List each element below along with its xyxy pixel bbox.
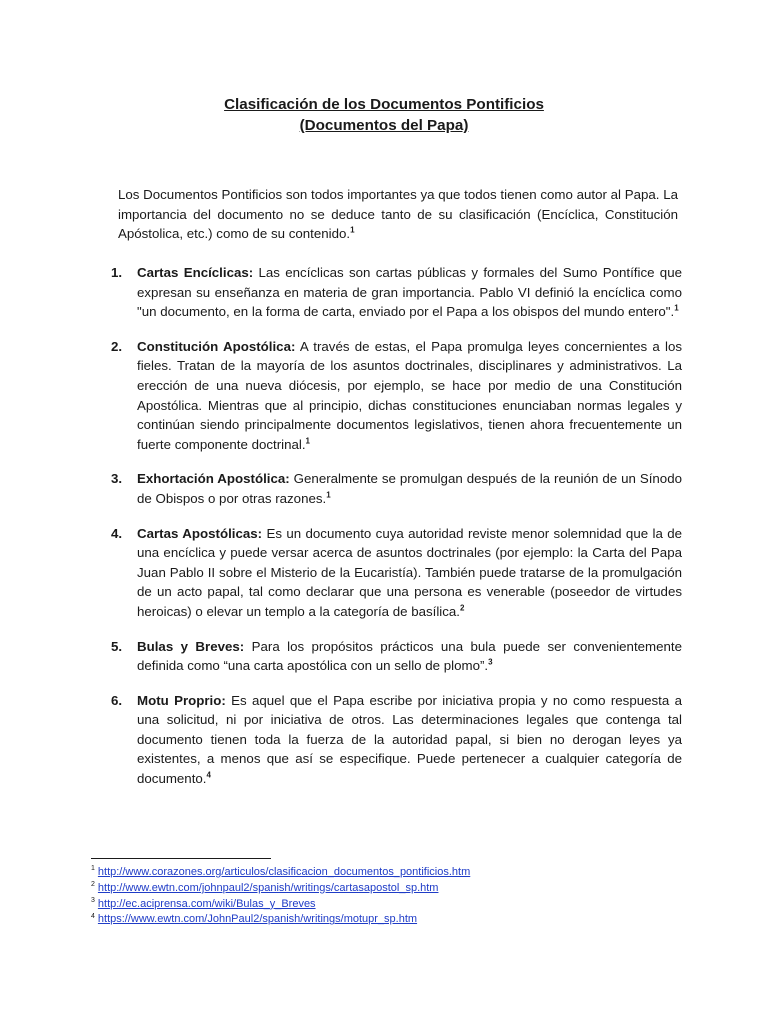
list-item (108, 524, 682, 622)
list-item (108, 337, 682, 455)
footnote-ref: 1 (305, 436, 310, 446)
footnote-ref: 2 (460, 603, 465, 613)
item-term: Cartas Encíclicas: (137, 265, 254, 280)
footnote-mark: 3 (91, 896, 95, 904)
footnote-ref: 1 (326, 490, 331, 500)
footnote (91, 865, 691, 881)
footnote-mark: 1 (91, 865, 95, 873)
item-number: 3. (111, 471, 123, 487)
footnote-link[interactable]: https://www.ewtn.com/JohnPaul2/spanish/writings/motupr_sp.htm (97, 913, 418, 926)
intro-text: Los Documentos Pontificios son todos importantes ya que todos tienen como autor al Papa. La importancia del documento no se deduce tanto de su clasificación (Encíclica, Constitución Apóstolica, etc.) como de su contenido. (118, 187, 678, 242)
list-item (108, 469, 682, 508)
footnote (91, 897, 691, 913)
item-text: Es un documento cuya autoridad reviste menor solemnidad que la de una encíclica y puede versar acerca de asuntos doctrinales (por ejemplo: la Carta del Papa Juan Pablo II sobre el Misterio de la Eucaristía). También puede tratarse de la promulgación de un acto papal, tal como declarar que una persona es venerable (poseedor de virtudes heroicas) o elevar un templo a la categoría de basílica. (137, 525, 683, 619)
item-text: Para los propósitos prácticos una bula puede ser convenientemente definida como “una carta apostólica con un sello de plomo”. (137, 638, 683, 674)
item-term: Constitución Apostólica: (137, 338, 296, 354)
footnote-ref: 1 (674, 303, 679, 313)
footnote-link[interactable]: http://ec.aciprensa.com/wiki/Bulas_y_Breves (97, 897, 316, 910)
item-term: Motu Proprio: (137, 692, 226, 708)
intro-paragraph (118, 185, 678, 244)
classification-list (108, 263, 682, 804)
page-title: Clasificación de los Documentos Pontificios (224, 96, 544, 113)
footnote-link[interactable]: http://www.corazones.org/articulos/clasificacion_documentos_pontificios.htm (97, 866, 471, 878)
footnotes (91, 865, 691, 928)
list-item (108, 637, 682, 676)
footnote-ref: 1 (350, 226, 355, 236)
list-item (108, 263, 682, 322)
item-term: Cartas Apostólicas: (137, 525, 263, 541)
item-number: 5. (111, 638, 123, 654)
footnote-link[interactable]: http://www.ewtn.com/johnpaul2/spanish/writings/cartasapostol_sp.htm (97, 881, 439, 894)
page-subtitle: (Documentos del Papa) (299, 117, 469, 134)
item-term: Bulas y Breves: (137, 638, 245, 654)
item-text: Las encíclicas son cartas públicas y formales del Sumo Pontífice que expresan su enseñanza en materia de gran importancia. Pablo VI definió la encíclica como "un documento, en la forma de carta, enviado por el Papa a los obispos del mundo entero". (137, 265, 682, 320)
footnote (91, 881, 691, 897)
item-number: 2. (111, 338, 123, 354)
item-text: Generalmente se promulgan después de la reunión de un Sínodo de Obispos o por otras razones. (137, 471, 682, 506)
item-number: 4. (111, 525, 123, 541)
footnote-mark: 4 (91, 912, 95, 920)
item-term: Exhortación Apostólica: (137, 471, 290, 487)
list-item (108, 691, 682, 789)
item-number: 6. (111, 692, 123, 708)
footnote-ref: 3 (488, 657, 493, 667)
footnote-separator (91, 858, 271, 859)
item-text: Es aquel que el Papa escribe por iniciativa propia y no como respuesta a una solicitud, ni por iniciativa de otros. Las determinaciones legales que contenga tal documento tienen toda la fuerza de la autoridad papal, si bien no derogan leyes ya existentes, a menos que así se especifique. Puede pertenecer a cualquier categoría de documento. (137, 692, 682, 787)
footnote-mark: 2 (91, 881, 95, 889)
footnote-ref: 4 (206, 770, 211, 780)
footnote (91, 912, 691, 928)
item-number: 1. (111, 265, 123, 280)
title-block (0, 94, 768, 136)
item-text: A través de estas, el Papa promulga leyes concernientes a los fieles. Tratan de la mayoría de los asuntos doctrinales, disciplinares y administrativos. La erección de una nueva diócesis, por ejemplo, se hace por medio de una Constitución Apostólica. Mientras que al principio, dichas constituciones enunciaban normas legales y continúan siendo principalmente documentos legislativos, tienen ahora frecuentemente un fuerte componente doctrinal. (137, 338, 682, 452)
